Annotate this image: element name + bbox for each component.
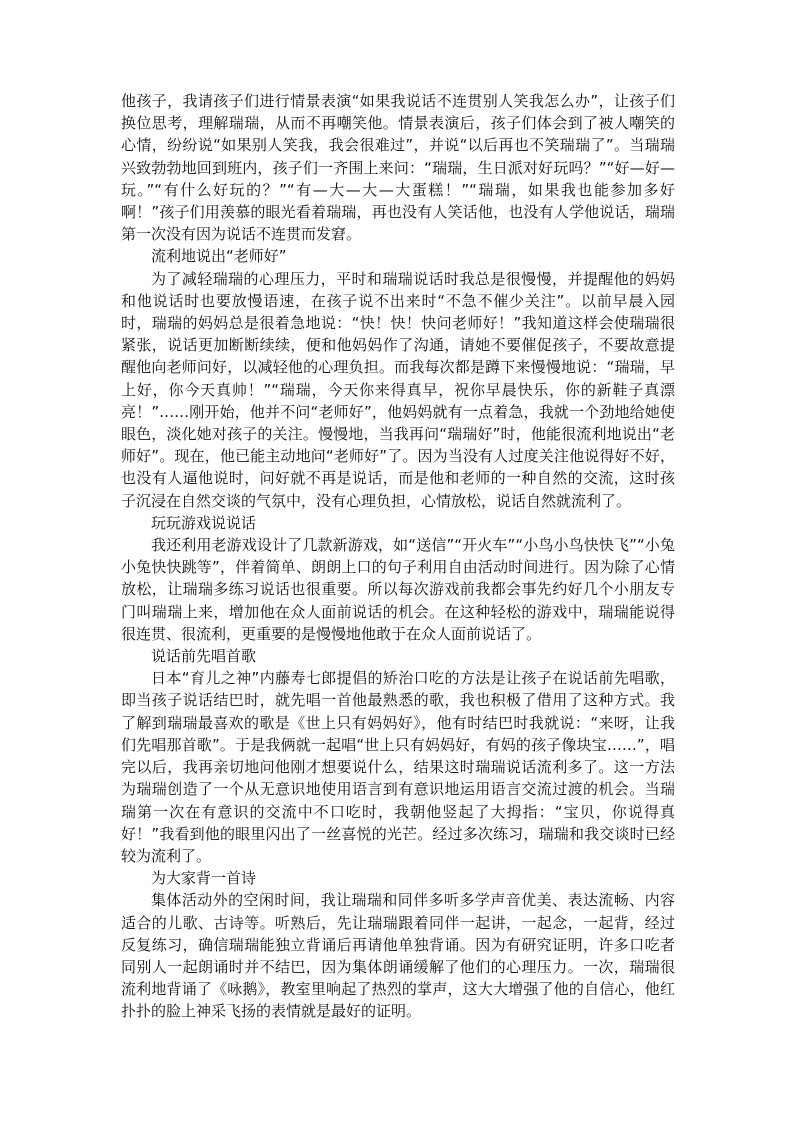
- paragraph-play-games: 我还利用老游戏设计了几款新游戏，如“送信”“开火车”“小鸟小鸟快快飞”“小兔小兔快快跳等”，伴着简单、朗朗上口的句子利用自由活动时间进行。因为除了心情放松，让瑞瑞多练习说话也很重要。所以每次游戏前我都会事先约好几个小朋友专门叫瑞瑞上来，增加他在众人面前说话的机会。在这种轻松的游戏中，瑞瑞能说得很连贯、很流利，更重要的是慢慢地他敢于在众人面前说话了。: [121, 536, 675, 643]
- section-heading-say-hello: 流利地说出“老师好”: [151, 247, 287, 266]
- paragraph-recite-poem: 集体活动外的空闲时间，我让瑞瑞和同伴多听多学声音优美、表达流畅、内容适合的儿歌、古诗等。听熟后，先让瑞瑞跟着同伴一起讲，一起念，一起背，经过反复练习，确信瑞瑞能独立背诵后再请他单独背诵。因为有研究证明，许多口吃者同别人一起朗诵时并不结巴，因为集体朗诵缓解了他们的心理压力。一次，瑞瑞很流利地背诵了《咏鹅》，教室里响起了热烈的掌声，这大大增强了他的自信心，他红扑扑的脸上神采飞扬的表情就是最好的证明。: [121, 891, 675, 1021]
- paragraph-sing-first: 日本“育儿之神”内藤寿七郎提倡的矫治口吃的方法是让孩子在说话前先唱歌，即当孩子说话结巴时，就先唱一首他最熟悉的歌，我也积极了借用了这种方式。我了解到瑞瑞最喜欢的歌是《世上只有妈妈好》，他有时结巴时我就说：“来呀，让我们先唱那首歌”。于是我俩就一起唱“世上只有妈妈好，有妈的孩子像块宝……”，唱完以后，我再亲切地问他刚才想要说什么，结果这时瑞瑞说话流利多了。这一方法为瑞瑞创造了一个从无意识地使用语言到有意识地运用语言交流过渡的机会。当瑞瑞第一次在有意识的交流中不口吃时，我朝他竖起了大拇指：“宝贝，你说得真好！”我看到他的眼里闪出了一丝喜悦的光芒。经过多次练习，瑞瑞和我交谈时已经较为流利了。: [121, 669, 675, 865]
- article-body: [121, 90, 675, 1023]
- paragraph-peer-roleplay: 他孩子，我请孩子们进行情景表演“如果我说话不连贯别人笑我怎么办”，让孩子们换位思考，理解瑞瑞，从而不再嘲笑他。情景表演后，孩子们体会到了被人嘲笑的心情，纷纷说“如果别人笑我，我会很难过”，并说“以后再也不笑瑞瑞了”。当瑞瑞兴致勃勃地回到班内，孩子们一齐围上来问：“瑞瑞，生日派对好玩吗？”“好—好—玩。”“有什么好玩的？”“有—大—大—大蛋糕！”“瑞瑞，如果我也能参加多好啊！”孩子们用羡慕的眼光看着瑞瑞，再也没有人笑话他，也没有人学他说话，瑞瑞第一次没有因为说话不连贯而发窘。: [121, 92, 675, 244]
- section-heading-sing-first: 说话前先唱首歌: [151, 647, 257, 666]
- section-heading-play-games: 玩玩游戏说说话: [151, 513, 257, 532]
- paragraph-say-hello: 为了减轻瑞瑞的心理压力，平时和瑞瑞说话时我总是很慢慢，并提醒他的妈妈和他说话时也要放慢语速，在孩子说不出来时“不急不催少关注”。以前早晨入园时，瑞瑞的妈妈总是很着急地说：“快！快！快问老师好！”我知道这样会使瑞瑞很紧张，说话更加断断续续，便和他妈妈作了沟通，请她不要催促孩子，不要故意提醒他向老师问好，以减轻他的心理负担。而我每次都是蹲下来慢慢地说：“瑞瑞，早上好，你今天真帅！”“瑞瑞，今天你来得真早，祝你早晨快乐，你的新鞋子真漂亮！”……刚开始，他并不问“老师好”，他妈妈就有一点着急，我就一个劲地给她使眼色，淡化她对孩子的关注。慢慢地，当我再问“瑞瑞好”时，他能很流利地说出“老师好”。现在，他已能主动地问“老师好”了。因为当没有人过度关注他说得好不好，也没有人逼他说时，问好就不再是说话，而是他和老师的一种自然的交流，这时孩子沉浸在自然交谈的气氛中，没有心理负担，心情放松，说话自然就流利了。: [121, 269, 675, 510]
- section-heading-recite-poem: 为大家背一首诗: [151, 869, 257, 888]
